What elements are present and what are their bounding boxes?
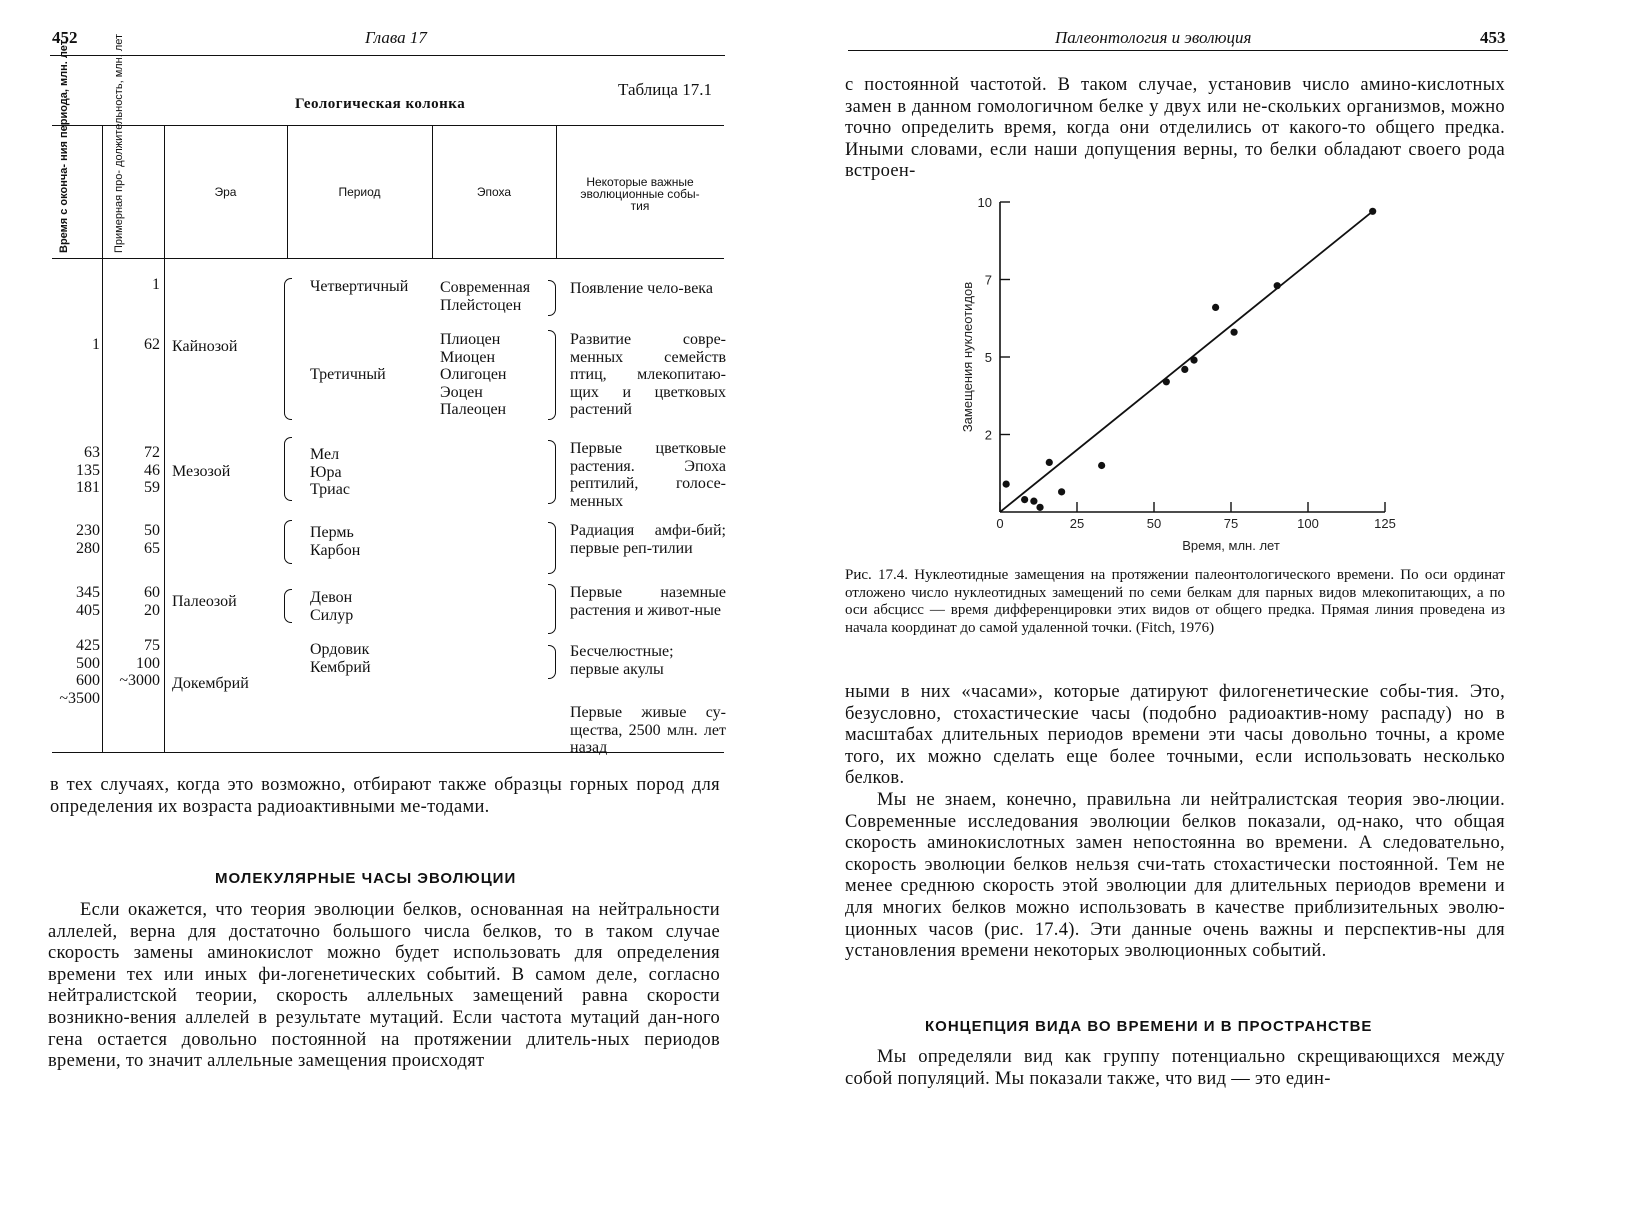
x-tick-label: 0 (996, 516, 1004, 531)
data-point (1030, 498, 1037, 505)
time-cell: 63 135 181 (76, 444, 100, 496)
data-point (1046, 459, 1053, 466)
era-cell: Кайнозой (172, 338, 238, 355)
period-cell: Ордовик Кембрий (310, 641, 371, 676)
period-brace (284, 437, 292, 501)
event-cell: Бесчелюстные; первые акулы (570, 643, 674, 678)
figure-caption: Рис. 17.4. Нуклеотидные замещения на протяжении палеонтологического времени. По оси ординат отложено число нуклеотидных замещений по семи белкам для парных видов млекопитающих, а по оси абсцисс — время дифференцировки этих видов от общего предка. Прямая линия проведена из начала координат до самой удаленной точки. (Fitch, 1976) (845, 567, 1505, 636)
era-cell: Палеозой (172, 593, 237, 610)
event-cell: Первые живые су-щества, 2500 млн. лет назад (570, 704, 726, 756)
section-heading-molecular-clock: МОЛЕКУЛЯРНЫЕ ЧАСЫ ЭВОЛЮЦИИ (215, 870, 517, 887)
event-brace (548, 522, 556, 574)
table-title: Геологическая колонка (295, 96, 466, 112)
event-brace (548, 584, 556, 634)
table-col-divider (102, 125, 103, 752)
time-cell: 345 405 (76, 584, 100, 619)
duration-cell: 1 (152, 276, 160, 293)
duration-cell: 50 65 (144, 522, 160, 557)
period-brace (284, 589, 292, 623)
data-point (1021, 496, 1028, 503)
left-page-number: 452 (52, 28, 78, 47)
period-cell: Пермь Карбон (310, 524, 361, 559)
top-paragraph: с постоянной частотой. В таком случае, установив число амино-кислотных замен в данном гомологичном белке у двух или не-скольких организмов, можно точно определить время, когда они отделились от какого-то общего предка. Иными словами, если наши допущения верны, то белки обладают своего рода встроен- (845, 75, 1505, 182)
header-duration: Примерная про- должительность, млн. лет (113, 33, 125, 253)
event-brace (548, 440, 556, 504)
right-header-rule (848, 50, 1508, 51)
molecular-clock-paragraph: Если окажется, что теория эволюции белков, основанная на нейтральности аллелей, верна для достаточно большого числа белков, то в таком случае скорость замены аминокислот можно будет использовать для определения времени тех или иных фи-логенетических событий. В самом деле, согласно нейтралистской теории, скорость аллельных замещений равна скорости возникно-вения аллелей в результате мутаций. Если частота мутаций дан-ного гена остается довольно постоянной на протяжении длитель-ных периодов времени, то значит аллельные замещения происходят (48, 900, 720, 1072)
regression-line (1000, 211, 1373, 512)
data-point (1181, 366, 1188, 373)
header-era: Эра (214, 185, 237, 199)
event-cell: Первые цветковые растения. Эпоха рептилий, голосе-менных (570, 440, 726, 510)
data-point (1190, 357, 1197, 364)
left-page (0, 0, 800, 1214)
event-cell: Радиация амфи-бий; первые реп-тилии (570, 522, 726, 557)
x-tick-label: 50 (1146, 516, 1162, 531)
x-tick-label: 100 (1297, 516, 1319, 531)
y-tick-label: 5 (984, 350, 992, 365)
paragraph-after-figure: ными в них «часами», которые датируют филогенетические собы-тия. Это, безусловно, стохастические часы (подобно радиоактив-ному распаду) но в масштабах длительных периодов времени эти часы довольно точны, а кроме того, их можно сделать еще более точными, если использовать несколько белков. (845, 682, 1505, 789)
x-tick-label: 25 (1069, 516, 1085, 531)
event-cell: Появление чело-века (570, 280, 713, 297)
epoch-cell: Плиоцен Миоцен Олигоцен Эоцен Палеоцен (440, 331, 507, 418)
data-point (1058, 488, 1065, 495)
event-brace (548, 330, 556, 420)
data-point (1274, 282, 1281, 289)
period-cell: Мел Юра Триас (310, 446, 350, 498)
data-point (1230, 329, 1237, 336)
event-cell: Развитие совре-менных семейств птиц, млекопитаю-щих и цветковых растений (570, 331, 726, 418)
left-header-rule (50, 55, 725, 56)
period-cell: Третичный (310, 366, 386, 383)
period-cell: Четвертичный (310, 278, 409, 295)
header-epoch: Эпоха (476, 185, 512, 199)
period-cell: Девон Силур (310, 589, 354, 624)
table-label: Таблица 17.1 (618, 80, 712, 99)
table-header-rule (52, 258, 724, 259)
event-cell: Первые наземные растения и живот-ные (570, 584, 726, 619)
neutral-theory-paragraph: Мы не знаем, конечно, правильна ли нейтралистская теория эво-люции. Современные исследования эволюции белков показали, од-нако, что общая скорость аминокислотных замен непостоянна во времени. А следовательно, скорость эволюции белков нельзя счи-тать стохастически постоянной. Тем не менее среднюю скорость этой эволюции для длительных периодов времени и для многих белков можно использовать в качестве приблизительных эволю-ционных часов (рис. 17.4). Эти данные очень важны и перспектив-ны для установления времени некоторых эволюционных событий. (845, 790, 1505, 962)
period-brace (284, 520, 292, 564)
duration-cell: 60 20 (144, 584, 160, 619)
era-cell: Мезозой (172, 463, 231, 480)
data-point (1036, 504, 1043, 511)
data-point (1212, 304, 1219, 311)
period-brace (284, 278, 292, 420)
right-running-head: Палеонтология и эволюция (1055, 28, 1252, 47)
data-point (1003, 481, 1010, 488)
event-brace (548, 645, 556, 679)
data-point (1163, 378, 1170, 385)
y-tick-label: 7 (984, 272, 992, 288)
header-time: Время с оконча- ния периода, млн. лет (58, 39, 70, 253)
species-concept-paragraph: Мы определяли вид как группу потенциально скрещивающихся между собой популяций. Мы показали также, что вид — это един- (845, 1047, 1505, 1089)
duration-cell: 75 100 ~3000 (119, 637, 160, 689)
data-point (1098, 462, 1105, 469)
epoch-cell: Современная Плейстоцен (440, 279, 531, 314)
right-page-number: 453 (1480, 28, 1506, 47)
time-cell: 425 500 600 ~3500 (59, 637, 100, 707)
time-cell: 1 (92, 336, 100, 353)
y-tick-label: 2 (984, 427, 992, 443)
time-cell: 230 280 (76, 522, 100, 557)
x-axis-label: Время, млн. лет (1182, 538, 1280, 553)
nucleotide-substitution-chart (950, 190, 1510, 560)
paragraph-after-table: в тех случаях, когда это возможно, отбирают также образцы горных пород для определения их возраста радиоактивными ме-тодами. (50, 775, 720, 817)
event-brace (548, 280, 556, 316)
table-top-rule (52, 125, 724, 126)
y-tick-label: 10 (977, 195, 992, 210)
right-page (845, 0, 1635, 1214)
era-cell: Докембрий (172, 675, 249, 692)
header-period: Период (338, 185, 381, 199)
header-events: Некоторые важные эволюционные собы- тия (580, 175, 700, 213)
y-axis-label: Замещения нуклеотидов (960, 281, 975, 433)
x-tick-label: 75 (1223, 516, 1239, 531)
left-running-head: Глава 17 (365, 28, 427, 47)
duration-cell: 72 46 59 (144, 444, 160, 496)
x-tick-label: 125 (1374, 516, 1396, 531)
table-col-divider (164, 125, 165, 752)
data-point (1369, 208, 1376, 215)
duration-cell: 62 (144, 336, 160, 353)
section-heading-species-concept: КОНЦЕПЦИЯ ВИДА ВО ВРЕМЕНИ И В ПРОСТРАНСТВЕ (925, 1018, 1373, 1035)
